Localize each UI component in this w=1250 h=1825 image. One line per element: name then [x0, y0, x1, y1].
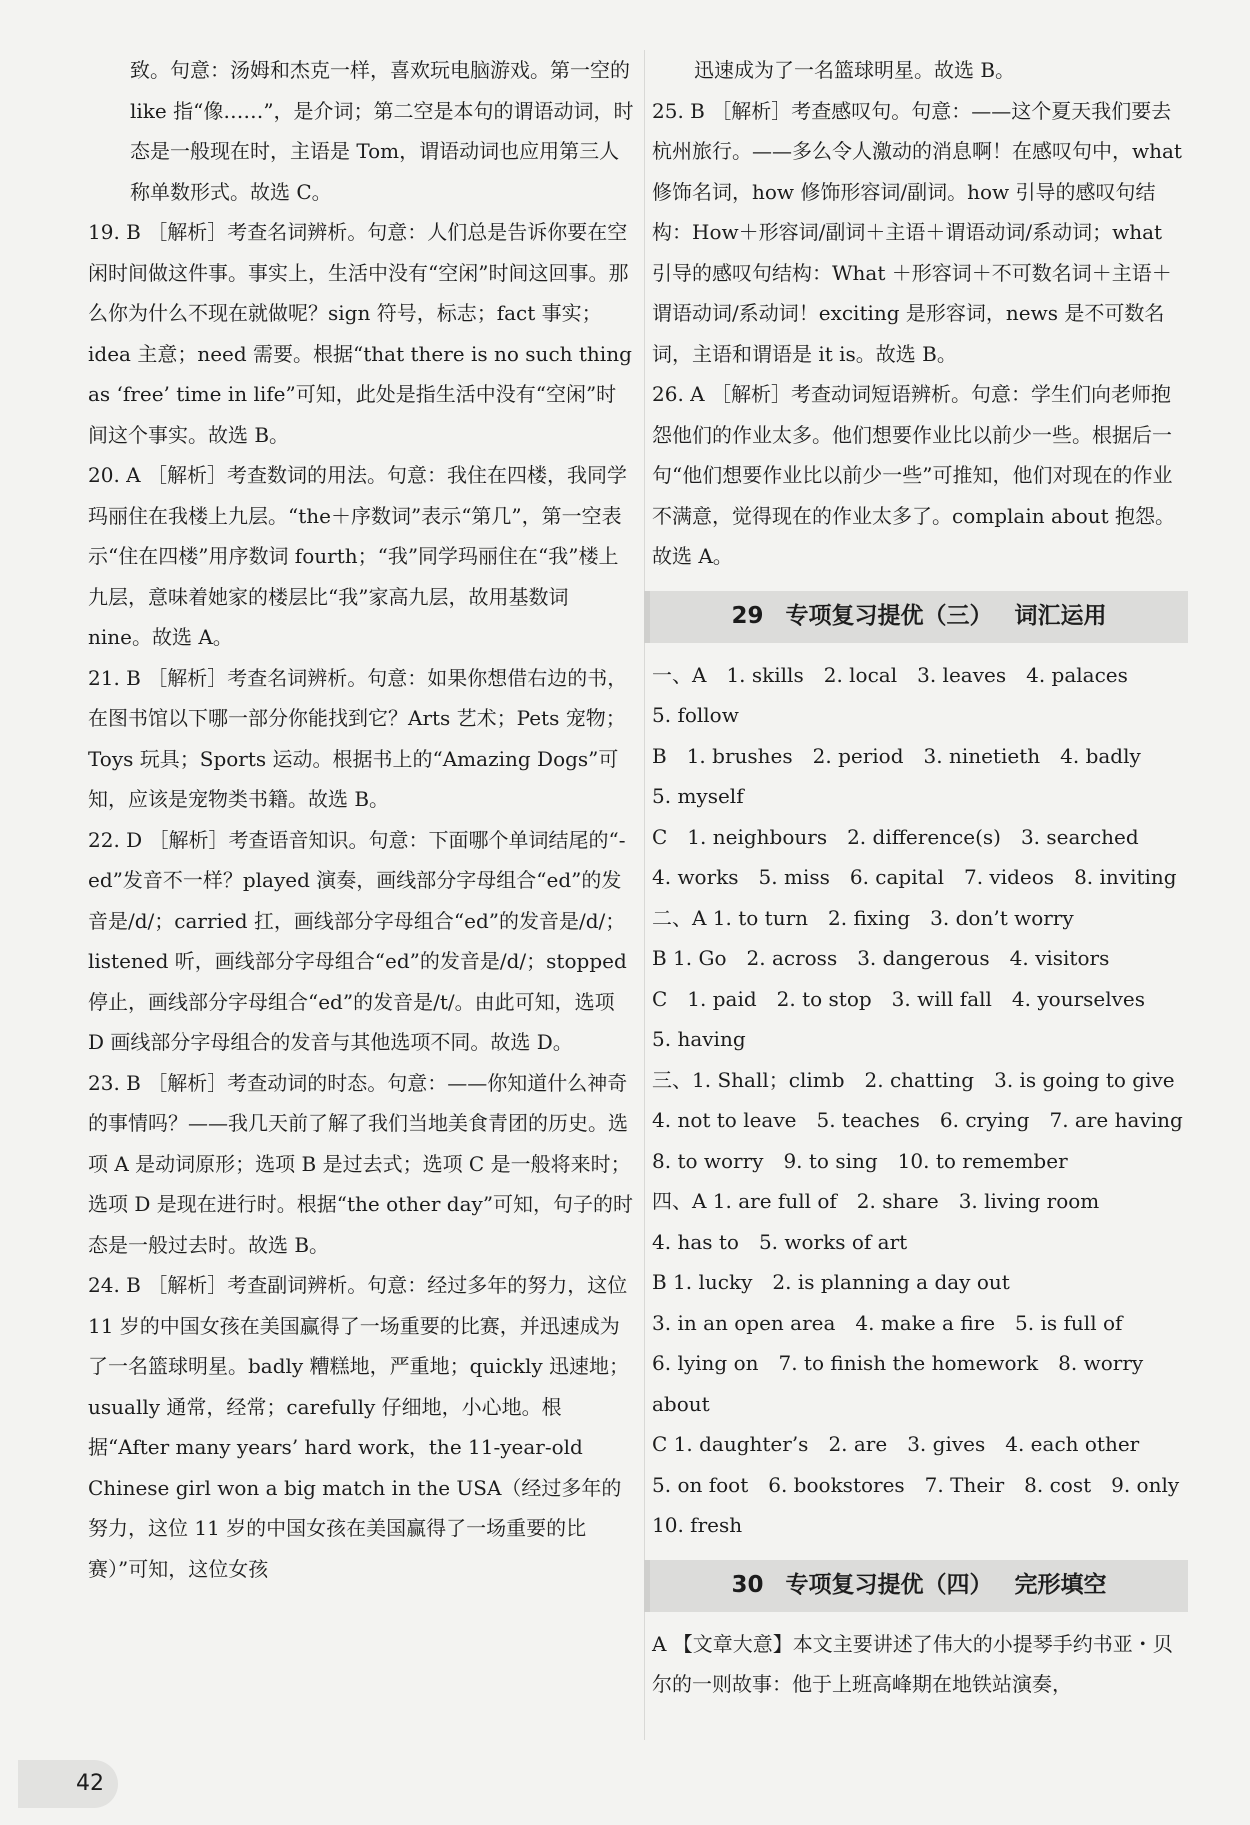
answer-line: 10. fresh [652, 1513, 743, 1537]
answer-line: B 1. brushes 2. period 3. ninetieth 4. badly [652, 743, 1141, 768]
section-30-subtitle: 完形填空 [1014, 1572, 1107, 1599]
right-column [652, 50, 1188, 1705]
column-divider [644, 50, 645, 1740]
section-29-header [644, 591, 1188, 643]
section-29-answers [652, 655, 1188, 1546]
page-number: 42 [18, 1760, 118, 1808]
answer-line: C 1. neighbours 2. difference(s) 3. searched [652, 824, 1139, 849]
left-column [88, 50, 636, 1589]
answer-line: 二、A 1. to turn 2. fixing 3. don’t worry [652, 905, 1074, 930]
answer-line: 6. lying on 7. to finish the homework 8. worry about [652, 1351, 1144, 1416]
section-29-number: 29 [731, 603, 764, 630]
answer-line: 5. on foot 6. bookstores 7. Their 8. cost 9. only [652, 1472, 1180, 1497]
answer-line: 四、A 1. are full of 2. share 3. living room [652, 1189, 1100, 1213]
answer-line: C 1. paid 2. to stop 3. will fall 4. yourselves [652, 986, 1146, 1011]
answer-line: 三、1. Shall；climb 2. chatting 3. is going to give [652, 1067, 1175, 1092]
answer-line: 5. having [652, 1027, 746, 1051]
answer-line: C 1. daughter’s 2. are 3. gives 4. each other [652, 1432, 1140, 1456]
answer-26: 26. A ［解析］考查动词短语辨析。句意：学生们向老师抱怨他们的作业太多。他们想要作业比以前少一些。根据后一句“他们想要作业比以前少一些”可推知，他们对现在的作业不满意，觉得现在的作业太多了。complain about 抱怨。故选 A。 [652, 382, 1176, 568]
section-29-subtitle: 词汇运用 [1014, 603, 1107, 630]
answer-21: 21. B ［解析］考查名词辨析。句意：如果你想借右边的书，在图书馆以下哪一部分你能找到它？Arts 艺术；Pets 宠物；Toys 玩具；Sports 运动。根据书上的“Amazing Dogs”可知，应该是宠物类书籍。故选 B。 [88, 665, 628, 811]
answer-18-continued: 致。句意：汤姆和杰克一样，喜欢玩电脑游戏。第一空的 like 指“像……”，是介词；第二空是本句的谓语动词，时态是一般现在时，主语是 Tom，谓语动词也应用第三人称单数形式。故选 C。 [130, 58, 634, 204]
answer-19: 19. B ［解析］考查名词辨析。句意：人们总是告诉你要在空闲时间做这件事。事实上，生活中没有“空闲”时间这回事。那么你为什么不现在就做呢？sign 符号，标志；fact 事实；idea 主意；need 需要。根据“that there is no such thing as ‘free’ time in life”可知，此处是指生活中没有“空闲”时间这个事实。故选 B。 [88, 220, 632, 447]
answer-25: 25. B ［解析］考查感叹句。句意：——这个夏天我们要去杭州旅行。——多么令人激动的消息啊！在感叹句中，what 修饰名词，how 修饰形容词/副词。how 引导的感叹句结构：How＋形容词/副词＋主语＋谓语动词/系动词；what 引导的感叹句结构：What ＋形容词＋不可数名词＋主语＋谓语动词/系动词！exciting 是形容词，news 是不可数名词，主语和谓语是 it is。故选 B。 [652, 98, 1182, 366]
answer-line: 4. not to leave 5. teaches 6. crying 7. are having [652, 1108, 1183, 1132]
answer-22: 22. D ［解析］考查语音知识。句意：下面哪个单词结尾的“-ed”发音不一样？played 演奏，画线部分字母组合“ed”的发音是/d/；carried 扛，画线部分字母组合“ed”的发音是/d/；listened 听，画线部分字母组合“ed”的发音是/d/；stopped 停止，画线部分字母组合“ed”的发音是/t/。由此可知，选项 D 画线部分字母组合的发音与其他选项不同。故选 D。 [88, 827, 627, 1054]
section-30-number: 30 [731, 1572, 764, 1599]
answer-line: 5. myself [652, 784, 744, 808]
answer-24: 24. B ［解析］考查副词辨析。句意：经过多年的努力，这位 11 岁的中国女孩在美国赢得了一场重要的比赛，并迅速成为了一名篮球明星。badly 糟糕地，严重地；quickly 迅速地；usually 通常，经常；carefully 仔细地，小心地。根据“After many years’ hard work，the 11-year-old Chinese girl won a big match in the USA（经过多年的努力，这位 11 岁的中国女孩在美国赢得了一场重要的比赛）”可知，这位女孩 [88, 1273, 630, 1581]
answer-20: 20. A ［解析］考查数词的用法。句意：我住在四楼，我同学玛丽住在我楼上九层。“the＋序数词”表示“第几”，第一空表示“住在四楼”用序数词 fourth；“我”同学玛丽住在“我”楼上九层，意味着她家的楼层比“我”家高九层，故用基数词 nine。故选 A。 [88, 463, 627, 649]
answer-line: B 1. Go 2. across 3. dangerous 4. visitors [652, 946, 1110, 970]
section-30-header [644, 1560, 1188, 1612]
answer-line: 一、A 1. skills 2. local 3. leaves 4. palaces [652, 662, 1128, 687]
section-30-summary: A 【文章大意】本文主要讲述了伟大的小提琴手约书亚・贝尔的一则故事：他于上班高峰期在地铁站演奏， [652, 1631, 1173, 1696]
answer-line: 4. works 5. miss 6. capital 7. videos 8. inviting [652, 865, 1177, 889]
answer-line: B 1. lucky 2. is planning a day out [652, 1270, 1010, 1294]
answer-23: 23. B ［解析］考查动词的时态。句意：——你知道什么神奇的事情吗？——我几天前了解了我们当地美食青团的历史。选项 A 是动词原形；选项 B 是过去式；选项 C 是一般将来时；选项 D 是现在进行时。根据“the other day”可知，句子的时态是一般过去时。故选 B。 [88, 1070, 634, 1257]
answer-line: 3. in an open area 4. make a fire 5. is full of [652, 1310, 1123, 1335]
answer-line: 4. has to 5. works of art [652, 1229, 908, 1254]
answer-24-continued: 迅速成为了一名篮球明星。故选 B。 [694, 58, 1016, 82]
section-30-title: 专项复习提优（四） [785, 1572, 993, 1599]
answer-line: 8. to worry 9. to sing 10. to remember [652, 1148, 1068, 1173]
answer-line: 5. follow [652, 703, 739, 727]
section-29-title: 专项复习提优（三） [785, 603, 993, 630]
